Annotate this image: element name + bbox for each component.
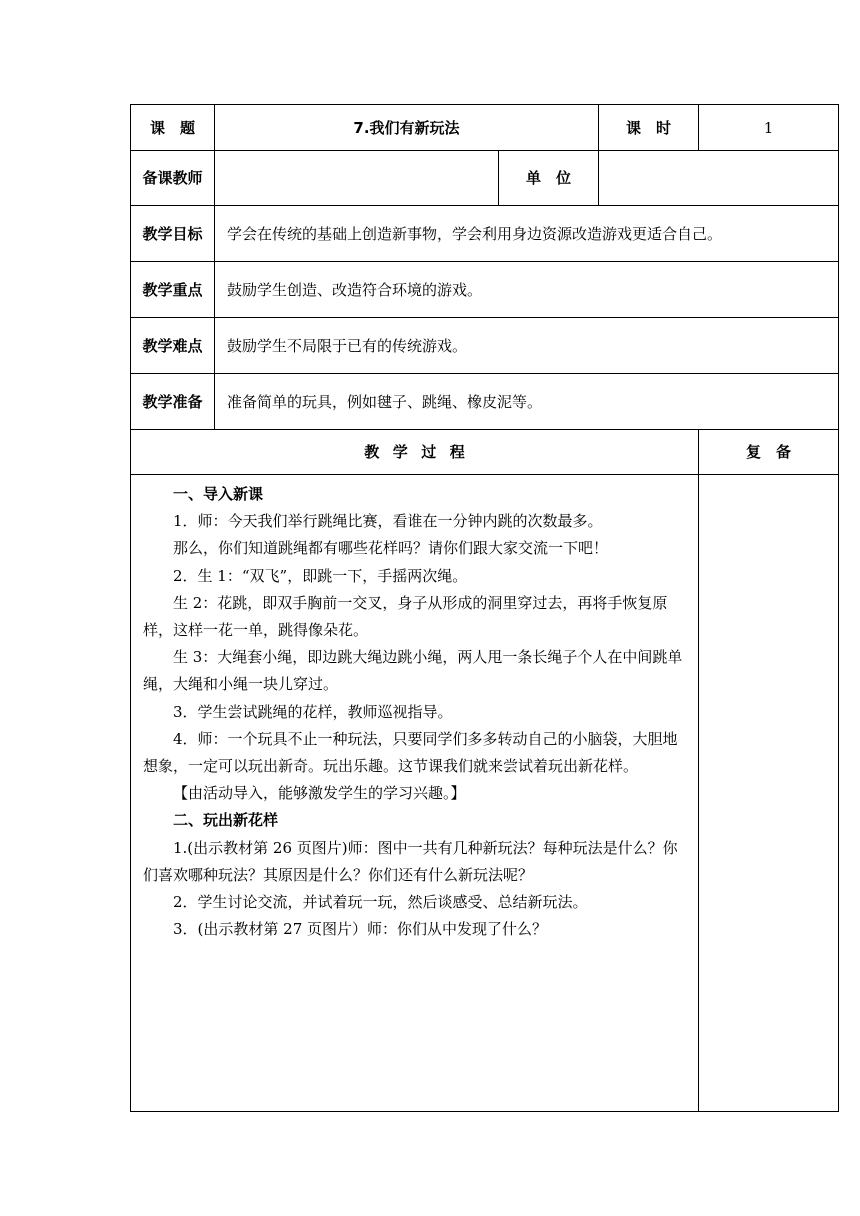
paragraph: 那么，你们知道跳绳都有哪些花样吗？请你们跟大家交流一下吧！	[173, 539, 609, 558]
paragraph: 2．生 1：“双飞”，即跳一下，手摇两次绳。	[173, 566, 468, 585]
goal-value: 学会在传统的基础上创造新事物，学会利用身边资源改造游戏更适合自己。	[215, 206, 839, 262]
paragraph: 1.(出示教材第 26 页图片)师：图中一共有几种新玩法？每种玩法是什么？你们喜欢哪种玩法？其原因是什么？你们还有什么新玩法呢？	[143, 838, 678, 884]
section-heading-1: 一、导入新课	[173, 485, 264, 503]
design-note: 【由活动导入，能够激发学生的学习兴趣。】	[173, 784, 466, 803]
row-goal	[131, 206, 839, 262]
hours-value: 1	[699, 105, 839, 151]
unit-value	[599, 151, 839, 206]
review-content	[699, 475, 839, 1112]
paragraph: 生 2：花跳，即双手胸前一交叉，身子从形成的洞里穿过去，再将手恢复原样，这样一花一单，跳得像朵花。	[143, 593, 668, 640]
review-header: 复 备	[699, 430, 839, 475]
teacher-label: 备课教师	[131, 151, 215, 206]
row-topic	[131, 105, 839, 151]
key-value: 鼓励学生创造、改造符合环境的游戏。	[215, 262, 839, 318]
paragraph: 生 3：大绳套小绳，即边跳大绳边跳小绳，两人甩一条长绳子个人在中间跳单绳，大绳和小绳一块儿穿过。	[143, 648, 683, 694]
lesson-plan-table	[130, 104, 839, 1112]
row-process-header	[131, 430, 839, 475]
row-key	[131, 262, 839, 318]
difficulty-value: 鼓励学生不局限于已有的传统游戏。	[215, 318, 839, 374]
teacher-value	[215, 151, 499, 206]
section-heading-2: 二、玩出新花样	[173, 811, 279, 830]
goal-label: 教学目标	[131, 206, 215, 262]
paragraph: 3．学生尝试跳绳的花样，教师巡视指导。	[173, 702, 453, 721]
topic-value: 7.我们有新玩法	[215, 105, 599, 151]
row-difficulty	[131, 318, 839, 374]
paragraph: 4．师：一个玩具不止一种玩法，只要同学们多多转动自己的小脑袋，大胆地想象，一定可以玩出新奇。玩出乐趣。这节课我们就来尝试着玩出新花样。	[143, 729, 678, 776]
difficulty-label: 教学难点	[131, 318, 215, 374]
process-content	[131, 475, 699, 1112]
unit-label: 单 位	[499, 151, 599, 206]
row-teacher	[131, 151, 839, 206]
topic-label: 课 题	[131, 105, 215, 151]
row-process-body	[131, 475, 839, 1112]
prep-value: 准备简单的玩具，例如毽子、跳绳、橡皮泥等。	[215, 374, 839, 430]
paragraph: 2．学生讨论交流，并试着玩一玩，然后谈感受、总结新玩法。	[173, 893, 588, 912]
paragraph: 3．(出示教材第 27 页图片）师：你们从中发现了什么？	[173, 920, 548, 939]
prep-label: 教学准备	[131, 374, 215, 430]
hours-label: 课 时	[599, 105, 699, 151]
paragraph: 1．师：今天我们举行跳绳比赛，看谁在一分钟内跳的次数最多。	[173, 512, 603, 531]
key-label: 教学重点	[131, 262, 215, 318]
row-prep	[131, 374, 839, 430]
process-header: 教学过程	[131, 430, 699, 475]
